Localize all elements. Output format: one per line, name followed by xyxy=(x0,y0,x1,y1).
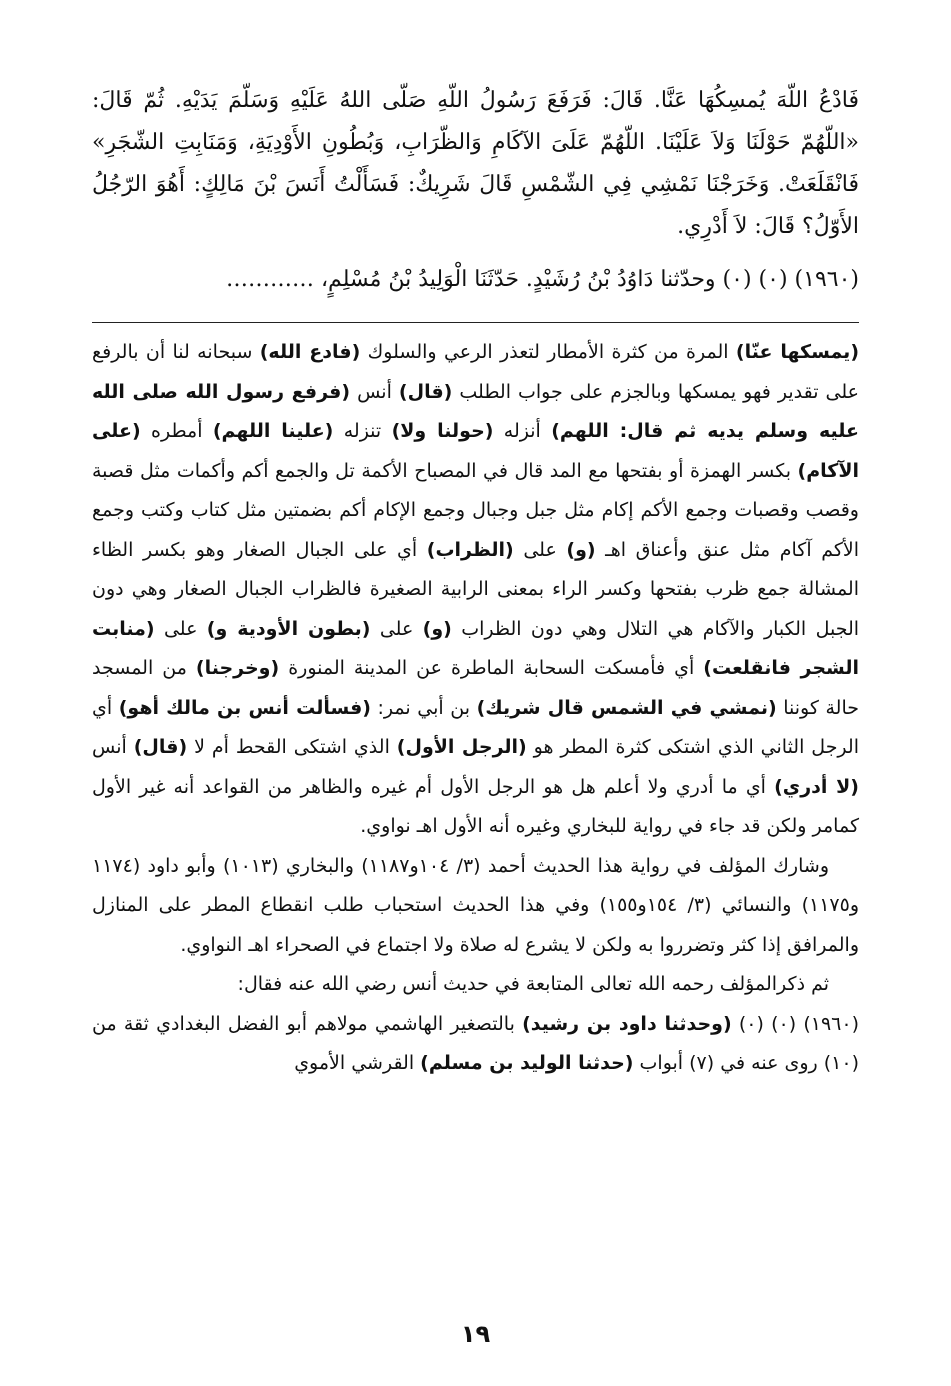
quoted-term: (نمشي في الشمس قال شريك) xyxy=(476,696,777,719)
commentary-text: من المسجد حالة كوننا xyxy=(92,657,859,719)
commentary-text: بكسر الهمزة أو بفتحها مع المد قال في المصباح الأكمة تل والجمع أكم وأكمات مثل قصبة وقصب وقصبات وجمع الأكم إكام مثل جبل وجبال وجمع الإكام أكم بضمتين مثل كتاب وكتب وجمع الأكم آكام مثل عنق وأعناق اهـ xyxy=(92,459,860,561)
commentary-text: الذي اشتكى القحط أم لا xyxy=(187,736,397,758)
quoted-term: (حولنا ولا) xyxy=(391,420,494,442)
commentary-block xyxy=(92,333,859,1084)
commentary-text: سبحانه لنا أن xyxy=(138,341,260,363)
commentary-text: على xyxy=(154,617,207,640)
commentary-text: بالتصغير الهاشمي مولاهم أبو الفضل البغدادي ثقة من (١٠) روى عنه في (٧) أبواب xyxy=(92,1012,859,1074)
commentary-text: أي ما أدري ولا أعلم هل هو الرجل الأول أم غيره والظاهر من القواعد أنه غير الأول كمامر ولكن قد جاء في رواية للبخاري وغيره أنه الأول اهـ نواوي. xyxy=(92,775,859,837)
commentary-text: أي فأمسكت السحابة الماطرة عن المدينة المنورة xyxy=(279,657,704,679)
commentary-text: أنزله xyxy=(493,420,552,442)
quoted-term: (حدثنا الوليد بن مسلم) xyxy=(420,1052,634,1074)
quoted-term: (على الآكام) xyxy=(92,420,859,482)
commentary-paragraph xyxy=(92,965,859,1005)
quoted-term: (فادع الله) xyxy=(259,341,361,363)
quoted-term: (الظراب) xyxy=(426,538,514,561)
commentary-paragraph xyxy=(92,333,859,847)
commentary-text: على xyxy=(370,617,423,640)
quoted-term: (و) xyxy=(566,538,596,561)
quoted-term: (علينا اللهم) xyxy=(212,420,334,442)
quoted-term: (قال) xyxy=(133,736,188,758)
page-number: ١٩ xyxy=(460,1320,491,1348)
quoted-term: (و) xyxy=(422,617,452,640)
quoted-term: (فسألت أنس بن مالك أهو) xyxy=(118,696,371,719)
commentary-text: ثم ذكرالمؤلف رحمه الله تعالى المتابعة في حديث أنس رضي الله عنه فقال: xyxy=(237,973,829,995)
commentary-text: أنس xyxy=(350,380,399,403)
hadith-text-block xyxy=(92,80,859,248)
commentary-text: على xyxy=(513,538,567,561)
quoted-term: (وحدثنا داود بن رشيد) xyxy=(522,1012,732,1035)
hadith-paragraph: فَادْعُ اللّهَ يُمسِكُهَا عَنَّا. قَالَ: فَرَفَعَ رَسُولُ اللّهِ صَلّى اللهُ عَلَيْهِ وَسَلّمَ يَدَيْهِ. ثُمّ قَالَ: «اللّهُمّ حَوْلَنَا وَلاَ عَلَيْنَا. اللّهُمّ عَلَىَ الآكَامِ وَالظّرَابِ، وَبُطُونِ الأَوْدِيَةِ، وَمَنَابِتِ الشّجَرِ» فَانْقَلَعَتْ. وَخَرَجْنَا نَمْشِي فِي الشّمْسِ قَالَ شَرِيكٌ: فَسَأَلْتُ أَنَسَ بْنَ مَالِكٍ: أَهُوَ الرّجُلُ الأَوّلُ؟ قَالَ: لاَ أَدْرِي. xyxy=(92,88,859,239)
quoted-term: (الرجل الأول) xyxy=(396,736,527,758)
commentary-text: أمطره xyxy=(140,420,213,442)
commentary-text: أي الرجل الثاني الذي اشتكى كثرة المطر هو xyxy=(92,696,859,758)
commentary-text: القرشي الأموي xyxy=(294,1052,421,1074)
quoted-term: (قال) xyxy=(398,380,453,403)
quoted-term: (فرفع رسول الله صلى الله عليه وسلم يديه ثم قال: اللهم) xyxy=(92,380,859,442)
commentary-paragraph xyxy=(92,847,859,966)
quoted-term: (بطون الأودية و) xyxy=(206,617,371,640)
footnote-divider xyxy=(92,322,859,323)
quoted-term: (يمسكها عنّا) xyxy=(735,341,859,363)
commentary-text: بالرفع على تقدير فهو يمسكها وبالجزم على جواب الطلب xyxy=(92,341,860,403)
quoted-term: (منابت الشجر فانقلعت) xyxy=(92,617,860,679)
commentary-text: تنزله xyxy=(333,420,392,442)
isnad-chain-line: (١٩٦٠) (٠) (٠) وحدّثنا دَاوُدُ بْنُ رُشَيْدٍ. حَدّثَنَا الْوَلِيدُ بْنُ مُسْلِمٍ، ………… xyxy=(225,267,859,292)
commentary-text: وشارك المؤلف في رواية هذا الحديث أحمد (٣/ ١٠٤و١١٨٧) والبخاري (١٠١٣) وأبو داود (١١٧٤ و١١٧٥) والنسائي (٣/ ١٥٤و١٥٥) وفي هذا الحديث استحباب طلب انقطاع المطر على المنازل والمرافق إذا كثر وتضرروا به ولكن لا يشرع له صلاة ولا اجتماع في الصحراء اهـ النواوي. xyxy=(92,854,859,956)
commentary-text: بن أبي نمر: xyxy=(370,696,477,719)
commentary-text: (١٩٦٠) (٠) (٠) xyxy=(731,1012,860,1035)
quoted-term: (لا أدري) xyxy=(774,775,859,798)
quoted-term: (وخرجنا) xyxy=(195,657,280,679)
commentary-paragraph xyxy=(92,1005,859,1084)
commentary-text: أي على الجبال الصغار وهو بكسر الظاء المشالة جمع ظرب بفتحها وكسر الراء بمعنى الرابية الصغيرة فالظراب الجبال الصغار وهي دون الجبل الكبار والآكام هي التلال وهي دون الظراب xyxy=(92,538,860,640)
commentary-text: المرة من كثرة الأمطار لتعذر الرعي والسلوك xyxy=(360,341,736,363)
commentary-text: أنس xyxy=(92,736,134,758)
